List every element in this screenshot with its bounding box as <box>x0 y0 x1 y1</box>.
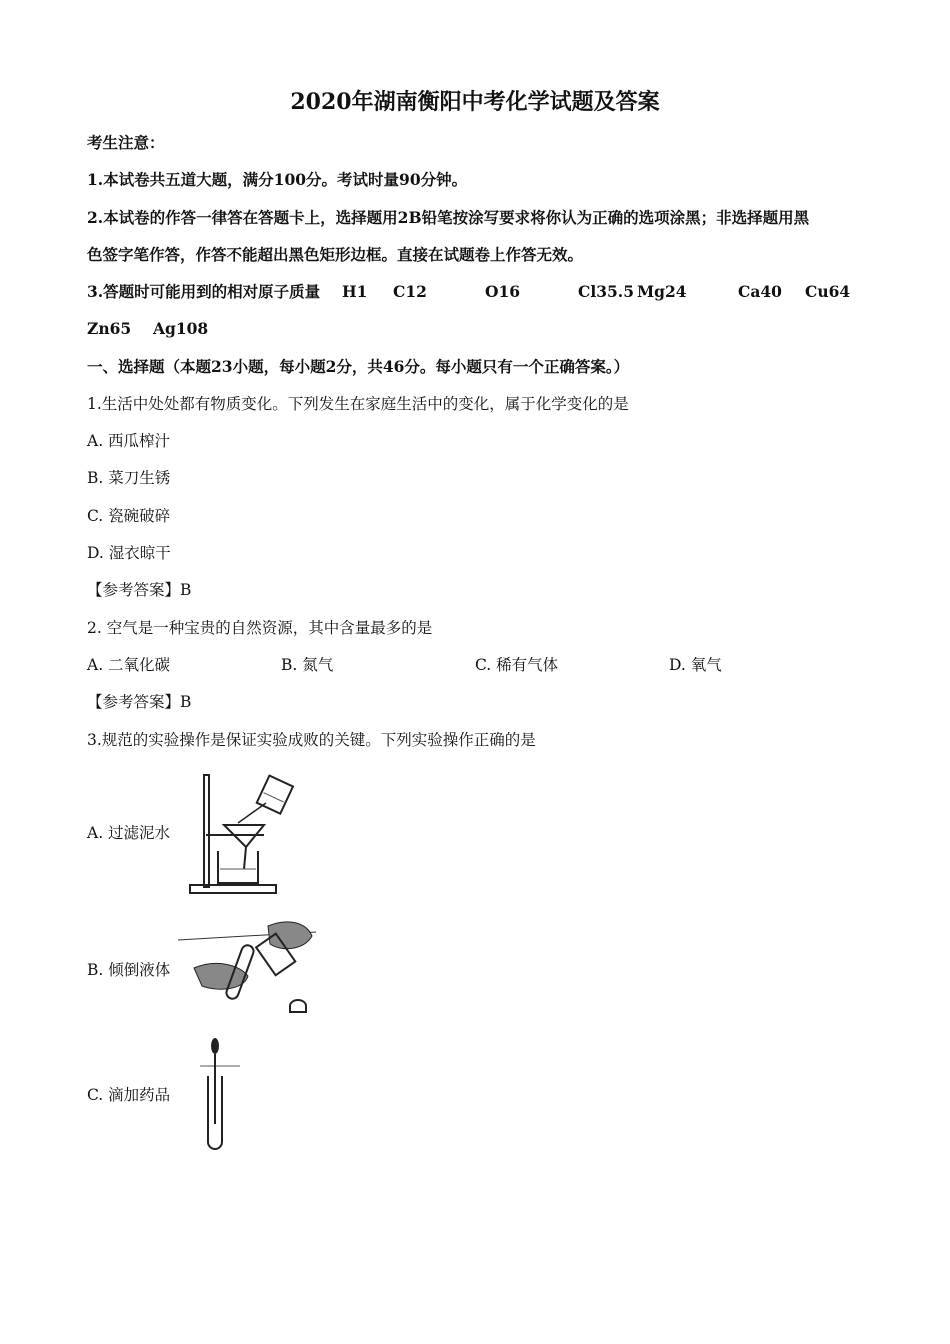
q1-option-a: A. 西瓜榨汁 <box>87 432 171 450</box>
question-3-stem: 3.规范的实验操作是保证实验成败的关键。下列实验操作正确的是 <box>87 731 536 749</box>
notice-item-2: 2.本试卷的作答一律答在答题卡上，选择题用2B铅笔按涂写要求将你认为正确的选项涂黑；非选择题用黑 <box>87 208 810 227</box>
q1-option-c: C. 瓷碗破碎 <box>87 507 171 525</box>
dropper-figure <box>180 1036 242 1151</box>
mass-h: H1 <box>342 282 368 301</box>
q2-option-d: D. 氧气 <box>669 656 722 674</box>
notice-item-2-cont: 色签字笔作答，作答不能超出黑色矩形边框。直接在试题卷上作答无效。 <box>87 245 584 264</box>
q1-option-b: B. 菜刀生锈 <box>87 469 171 487</box>
atomic-mass-row <box>87 282 887 302</box>
mass-c: C12 <box>393 282 427 301</box>
mass-zn: Zn65 <box>87 319 132 338</box>
question-1-stem: 1.生活中处处都有物质变化。下列发生在家庭生活中的变化，属于化学变化的是 <box>87 395 629 413</box>
filtration-figure <box>178 765 306 897</box>
mass-o: O16 <box>485 282 521 301</box>
section-heading: 一、选择题（本题23小题，每小题2分，共46分。每小题只有一个正确答案。） <box>87 357 630 376</box>
q2-option-c: C. 稀有气体 <box>475 656 559 674</box>
notice-item-1: 1.本试卷共五道大题，满分100分。考试时量90分钟。 <box>87 170 468 189</box>
question-2-stem: 2. 空气是一种宝贵的自然资源，其中含量最多的是 <box>87 619 433 637</box>
q2-option-a: A. 二氧化碳 <box>87 656 171 674</box>
atomic-mass-row-2 <box>87 319 387 339</box>
mass-ag: Ag108 <box>153 319 209 338</box>
page-title: 2020年湖南衡阳中考化学试题及答案 <box>290 89 660 115</box>
q2-options-row <box>87 655 867 675</box>
notice-heading: 考生注意： <box>87 133 165 152</box>
q2-answer: 【参考答案】B <box>87 693 192 711</box>
q3-option-c: C. 滴加药品 <box>87 1086 171 1104</box>
mass-cl: Cl35.5 <box>578 282 634 301</box>
mass-label: 3.答题时可能用到的相对原子质量 <box>87 282 321 301</box>
mass-ca: Ca40 <box>738 282 782 301</box>
q1-option-d: D. 湿衣晾干 <box>87 544 171 562</box>
q3-option-b: B. 倾倒液体 <box>87 961 171 979</box>
q3-option-a: A. 过滤泥水 <box>87 824 171 842</box>
pour-liquid-figure <box>178 910 320 1020</box>
q2-option-b: B. 氮气 <box>281 656 334 674</box>
mass-mg: Mg24 <box>637 282 687 301</box>
mass-cu: Cu64 <box>805 282 851 301</box>
q1-answer: 【参考答案】B <box>87 581 192 599</box>
